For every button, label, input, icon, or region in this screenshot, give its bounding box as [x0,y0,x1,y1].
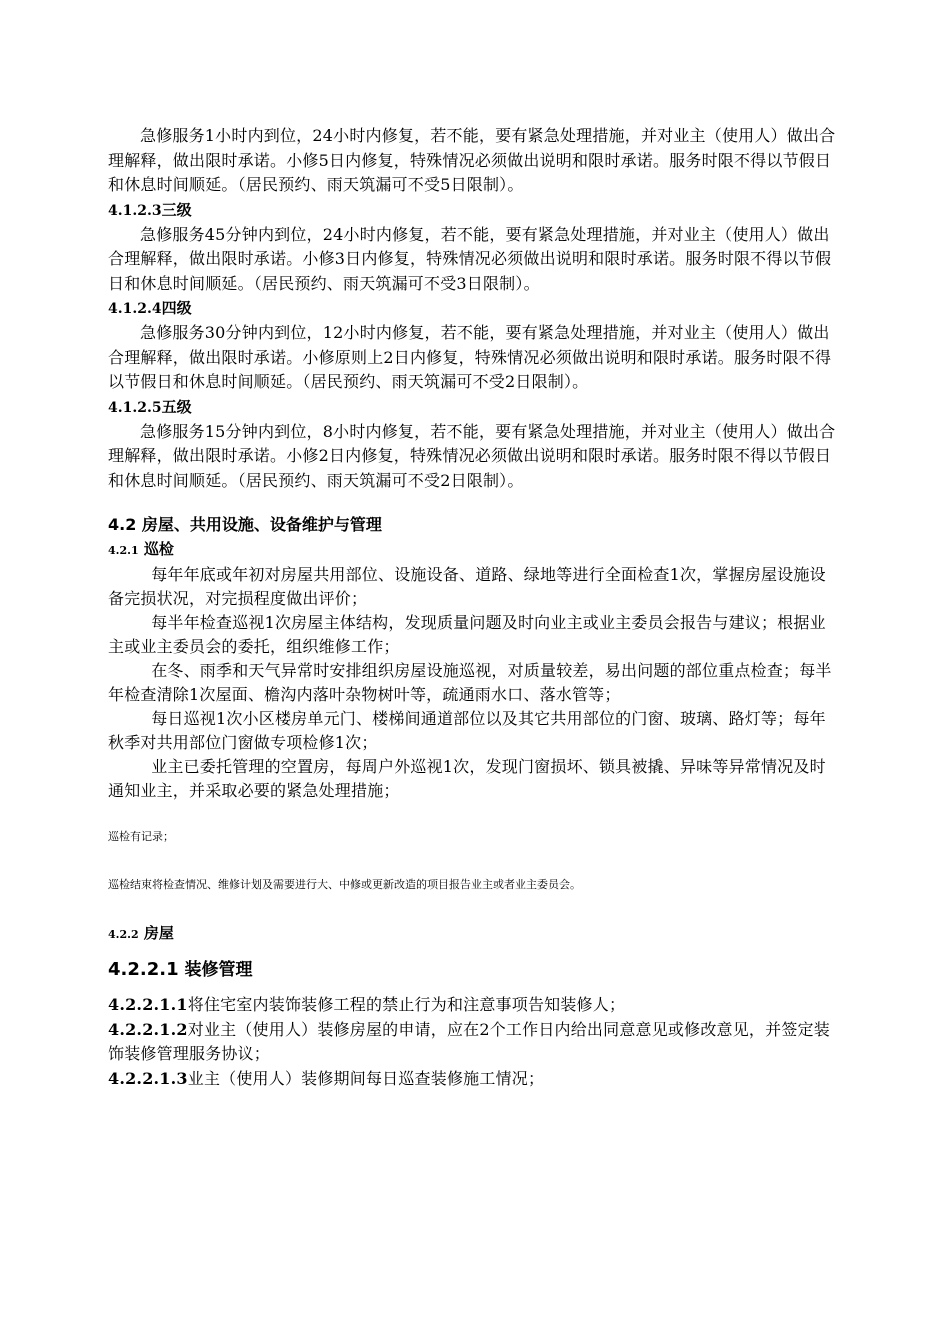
sec-422-heading [108,921,838,947]
sec-421-title: 巡检 [143,540,174,558]
sec-421-note-report: 巡检结束将检查情况、维修计划及需要进行大、中修或更新改造的项目报告业主或者业主委员会。 [108,878,581,891]
sec-4124-body: 急修服务30分钟内到位，12小时内修复，若不能，要有紧急处理措施，并对业主（使用人）做出合理解释，做出限时承诺。小修原则上2日内修复，特殊情况必须做出说明和限时承诺。服务时限不得以节假日和休息时间顺延。（居民预约、雨天筑漏可不受2日限制）。 [108,323,832,391]
document-page [108,124,838,1091]
sec-4125-body: 急修服务15分钟内到位，8小时内修复，若不能，要有紧急处理措施，并对业主（使用人）做出合理解释，做出限时承诺。小修2日内修复，特殊情况必须做出说明和限时承诺。服务时限不得以节假日和休息时间顺延。（居民预约、雨天筑漏可不受2日限制）。 [108,421,836,490]
sec-4221-heading [108,957,838,983]
sec-4221-number: 4.2.2.1 [108,959,179,980]
sec-4124-heading [108,296,838,321]
sec-421-paragraph-2: 每半年检查巡视1次房屋主体结构，发现质量问题及时向业主或业主委员会报告与建议；根据业主或业主委员会的委托，组织维修工作； [108,613,826,656]
sec-4125-heading [108,395,838,420]
sec-42-heading [108,513,838,537]
sec-4221-title: 装修管理 [184,960,253,980]
sec-4124-number: 4.1.2.4 [108,301,162,317]
sec-4221-item-1-text: 将住宅室内装饰装修工程的禁止行为和注意事项告知装修人； [187,995,626,1014]
sec-422-title: 房屋 [143,924,174,942]
sec-4221-item-3-number: 4.2.2.1.3 [108,1068,188,1088]
sec-4123-body: 急修服务45分钟内到位，24小时内修复，若不能，要有紧急处理措施，并对业主（使用人）做出合理解释，做出限时承诺。小修3日内修复，特殊情况必须做出说明和限时承诺。服务时限不得以节假日和休息时间顺延。（居民预约、雨天筑漏可不受3日限制）。 [108,224,832,293]
sec-4125-number: 4.1.2.5 [108,399,162,416]
sec-42-number: 4.2 [108,515,137,534]
sec-4221-item-2-text: 对业主（使用人）装修房屋的申请，应在2个工作日内给出同意意见或修改意见，并签定装饰装修管理服务协议； [108,1019,830,1063]
sec-4123-number: 4.1.2.3 [108,202,162,219]
sec-421-note-record: 巡检有记录； [108,830,174,843]
sec-4122-tail-paragraph: 急修服务1小时内到位，24小时内修复，若不能，要有紧急处理措施，并对业主（使用人）做出合理解释，做出限时承诺。小修5日内修复，特殊情况必须做出说明和限时承诺。服务时限不得以节假日和休息时间顺延。（居民预约、雨天筑漏可不受5日限制）。 [108,126,836,194]
sec-4221-item-2-number: 4.2.2.1.2 [108,1019,188,1039]
sec-4221-item-3-text: 业主（使用人）装修期间每日巡查装修施工情况； [187,1068,545,1088]
sec-421-paragraph-4: 每日巡视1次小区楼房单元门、楼梯间通道部位以及其它共用部位的门窗、玻璃、路灯等；每年秋季对共用部位门窗做专项检修1次； [108,709,826,752]
sec-422-number: 4.2.2 [108,928,139,941]
sec-4221-item-1 [108,993,838,1018]
sec-421-paragraph-5: 业主已委托管理的空置房，每周户外巡视1次，发现门窗损坏、锁具被撬、异味等异常情况及时通知业主，并采取必要的紧急处理措施； [108,757,826,800]
sec-4221-item-2 [108,1018,838,1067]
sec-421-paragraph-3: 在冬、雨季和天气异常时安排组织房屋设施巡视，对质量较差，易出问题的部位重点检查；每半年检查清除1次屋面、檐沟内落叶杂物树叶等，疏通雨水口、落水管等； [108,661,832,704]
sec-4221-item-3 [108,1067,838,1092]
sec-4123-title: 三级 [161,200,192,219]
sec-4123-heading [108,198,838,223]
sec-42-title: 房屋、共用设施、设备维护与管理 [141,515,382,534]
sec-4125-title: 五级 [161,397,192,416]
sec-4124-title: 四级 [161,299,192,317]
sec-421-paragraph-1: 每年年底或年初对房屋共用部位、设施设备、道路、绿地等进行全面检查1次，掌握房屋设施设备完损状况，对完损程度做出评价； [108,565,826,608]
sec-421-heading [108,537,838,563]
sec-421-number: 4.2.1 [108,544,139,557]
sec-4221-item-1-number: 4.2.2.1.1 [108,995,188,1014]
